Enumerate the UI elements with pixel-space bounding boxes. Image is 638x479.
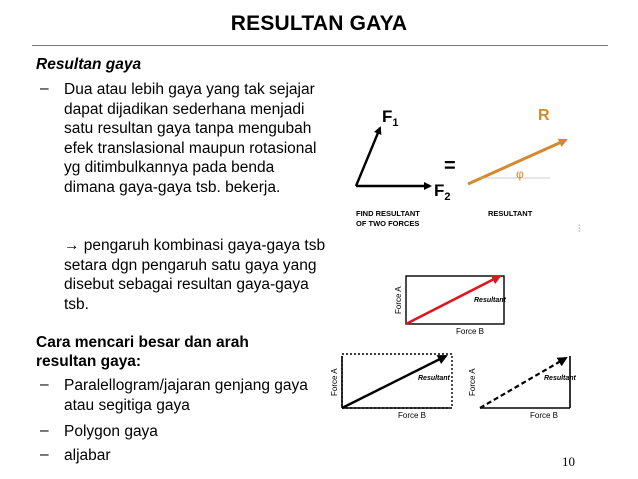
r-label: R [538, 107, 550, 124]
force-f1-arrow [356, 128, 380, 186]
caption-resultant: RESULTANT [488, 209, 533, 218]
resultant-label: Resultant [474, 297, 506, 304]
slide-title: RESULTAN GAYA [230, 12, 408, 35]
parallelogram-red-figure [390, 262, 510, 338]
triangle-method-figure [464, 346, 584, 422]
phi-label: φ [516, 167, 524, 181]
force-b-label: Force B [398, 411, 427, 420]
resultant-arrow-dashed [480, 358, 566, 408]
parallelogram-figure [326, 346, 458, 422]
section-heading-cara-mencari: Cara mencari besar dan arah resultan gaya: [36, 334, 249, 370]
definition-paragraph: Dua atau lebih gaya yang tak sejajar dapat dijadikan sederhana menjadi satu resultan gaya tanpa mengubah efek translasional maupun rotasional yg ditimbulkannya pada benda dimana gaya-gaya tsb. bekerja. [64, 81, 317, 196]
resultant-label: Resultant [418, 375, 450, 382]
bullet-marker: – [40, 376, 49, 393]
equals-sign: = [444, 155, 456, 177]
force-b-label: Force B [456, 327, 485, 336]
caption-two-forces: OF TWO FORCES [356, 219, 420, 228]
bullet-marker: – [40, 422, 49, 439]
page-number: 10 [562, 454, 575, 469]
force-a-label: Force A [394, 286, 403, 314]
f2-label: $F_2$ [434, 181, 451, 203]
list-item: aljabar [64, 447, 111, 464]
force-a-label: Force A [330, 368, 339, 396]
list-item: Polygon gaya [64, 423, 158, 440]
section-heading-resultan-gaya: Resultan gaya [36, 56, 142, 73]
force-addition-figure [340, 96, 600, 236]
f1-label: $F_1$ [382, 107, 399, 129]
list-item: Paralellogram/jajaran genjang gaya atau segitiga gaya [64, 377, 308, 414]
effect-paragraph: → pengaruh kombinasi gaya-gaya tsb setara dgn pengaruh satu gaya yang disebut sebagai resultan gaya-gaya tsb. [64, 237, 326, 313]
resultant-arrow [342, 356, 446, 408]
cursor-mark-icon: ⫶ [578, 224, 581, 235]
force-a-label: Force A [468, 368, 477, 396]
resultant-label: Resultant [544, 375, 576, 382]
caption-find-resultant: FIND RESULTANT [356, 209, 420, 218]
bullet-marker: – [40, 446, 49, 463]
bullet-marker: – [40, 80, 49, 97]
title-divider [32, 45, 608, 46]
force-b-label: Force B [530, 411, 559, 420]
